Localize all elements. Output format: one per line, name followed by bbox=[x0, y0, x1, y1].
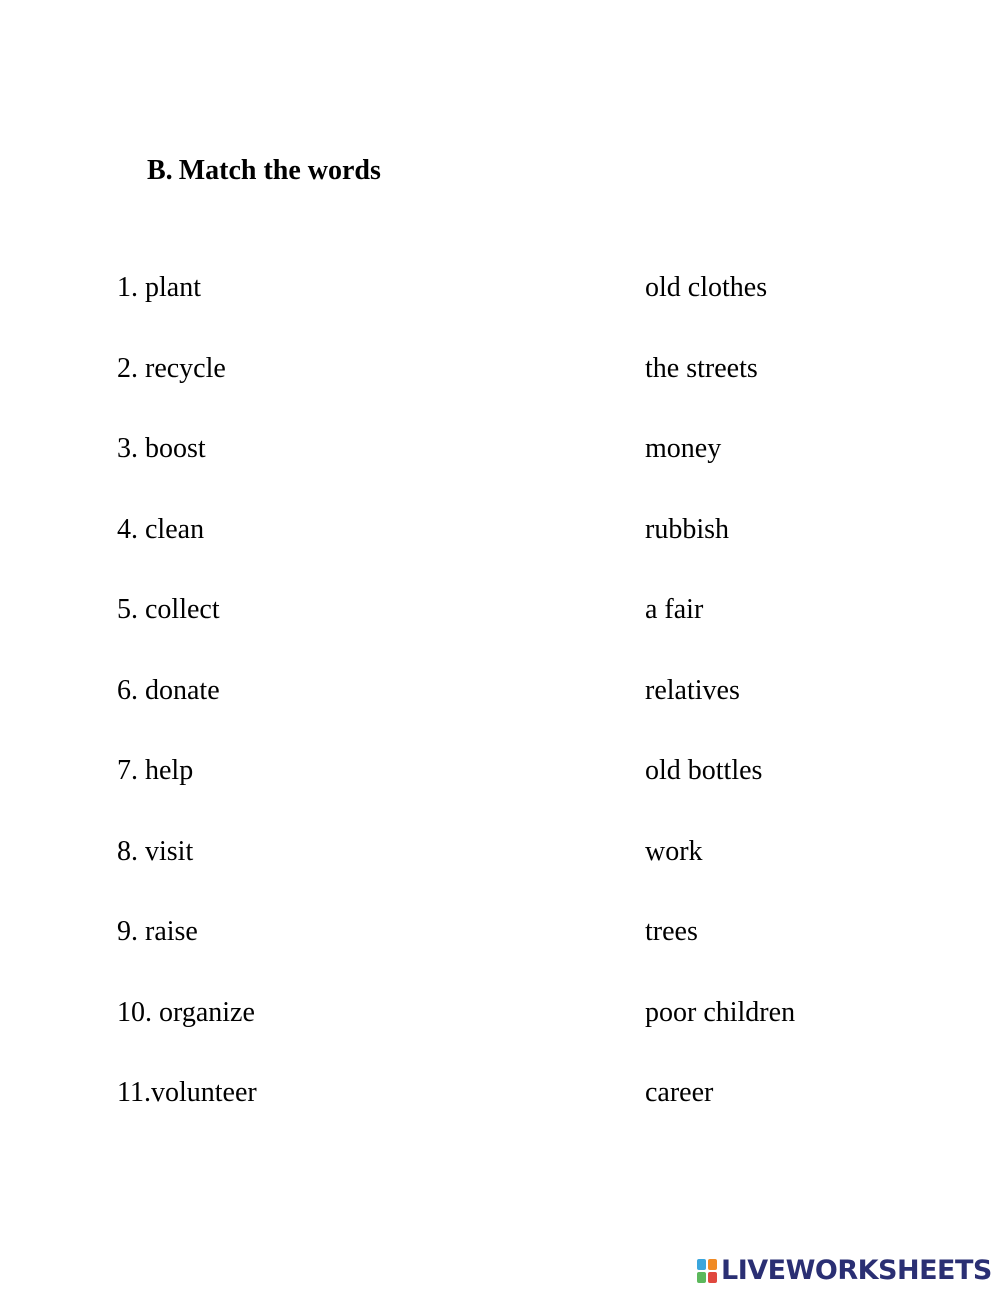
brand-name: LIVEWORKSHEETS bbox=[721, 1255, 992, 1286]
right-word-item: poor children bbox=[645, 997, 796, 1028]
right-word-item: rubbish bbox=[645, 514, 729, 545]
left-word-item: 5. collect bbox=[117, 594, 220, 625]
left-word-item: 4. clean bbox=[117, 514, 205, 545]
exercise-title: Match the words bbox=[178, 155, 381, 186]
logo-square-blue bbox=[697, 1259, 706, 1270]
right-word-item: relatives bbox=[645, 675, 740, 706]
logo-square-orange bbox=[708, 1259, 717, 1270]
left-word-item: 7. help bbox=[117, 755, 194, 786]
right-word-item: old clothes bbox=[645, 272, 768, 303]
right-word-item: old bottles bbox=[645, 755, 763, 786]
liveworksheets-logo-icon bbox=[696, 1258, 718, 1284]
left-word-item: 11.volunteer bbox=[117, 1077, 257, 1108]
left-word-item: 3. boost bbox=[117, 433, 206, 464]
left-word-item: 10. organize bbox=[117, 997, 255, 1028]
left-word-item: 1. plant bbox=[117, 272, 201, 303]
left-word-item: 8. visit bbox=[117, 836, 194, 867]
right-word-item: a fair bbox=[645, 594, 704, 625]
right-word-item: the streets bbox=[645, 353, 758, 384]
right-word-item: trees bbox=[645, 916, 698, 947]
right-word-item: career bbox=[645, 1077, 714, 1108]
right-word-item: work bbox=[645, 836, 703, 867]
section-letter: B. bbox=[147, 155, 173, 186]
logo-square-red bbox=[708, 1272, 717, 1283]
logo-square-green bbox=[697, 1272, 706, 1283]
right-word-item: money bbox=[645, 433, 722, 464]
left-word-item: 6. donate bbox=[117, 675, 220, 706]
left-word-item: 9. raise bbox=[117, 916, 198, 947]
liveworksheets-branding bbox=[696, 1252, 992, 1290]
left-word-item: 2. recycle bbox=[117, 353, 226, 384]
